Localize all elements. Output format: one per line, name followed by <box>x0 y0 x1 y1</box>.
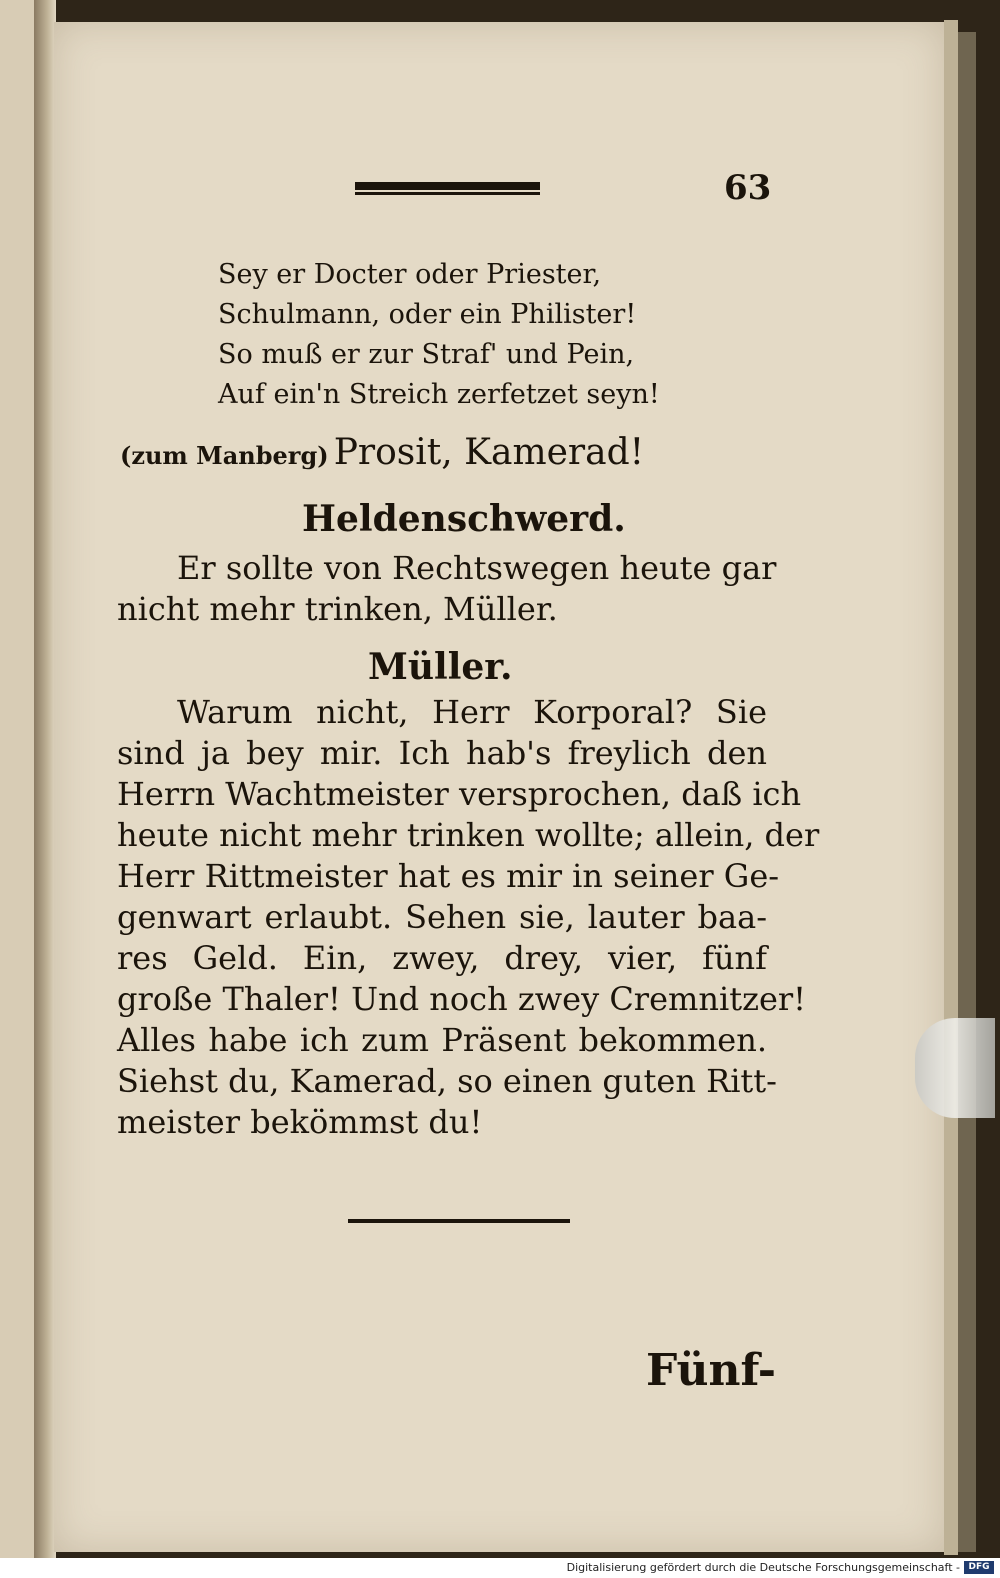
page-clip <box>915 1018 995 1118</box>
verse-line: Schulmann, oder ein Philister! <box>218 299 637 330</box>
speaker-name: Müller. <box>368 646 513 688</box>
speaker-name: Heldenschwerd. <box>302 498 626 540</box>
speech-line: meister bekömmst du! <box>117 1103 483 1141</box>
speech-block <box>117 548 777 630</box>
page-edge-dark <box>958 32 976 1552</box>
book-gutter <box>34 0 56 1558</box>
catchword: Fünf- <box>646 1345 777 1396</box>
page-number: 63 <box>724 168 772 208</box>
dfg-logo: DFG <box>964 1561 994 1574</box>
page-edge <box>944 20 958 1555</box>
closing-rule <box>348 1219 570 1223</box>
speech-line: Siehst du, Kamerad, so einen guten Ritt- <box>117 1062 777 1100</box>
spoken-line: Prosit, Kamerad! <box>333 432 645 473</box>
stage-line <box>120 432 644 473</box>
speech-line: genwart erlaubt. Sehen sie, lauter baa- <box>117 898 767 936</box>
speech-line: nicht mehr trinken, Müller. <box>117 590 558 628</box>
speech-line: Herr Rittmeister hat es mir in seiner Ge- <box>117 857 780 895</box>
speech-block <box>117 692 820 1143</box>
verse-line: Auf ein'n Streich zerfetzet seyn! <box>218 379 660 410</box>
footer-bar <box>0 1558 1000 1578</box>
speech-line: Alles habe ich zum Präsent bekommen. <box>117 1021 767 1059</box>
speech-line: Herrn Wachtmeister versprochen, daß ich <box>117 775 802 813</box>
speech-line: Er sollte von Rechtswegen heute gar <box>177 549 777 587</box>
speech-line: Warum nicht, Herr Korporal? Sie <box>177 693 767 731</box>
speech-line: sind ja bey mir. Ich hab's freylich den <box>117 734 767 772</box>
stage-direction: (zum Manberg) <box>120 441 329 470</box>
speech-line: große Thaler! Und noch zwey Cremnitzer! <box>117 980 807 1018</box>
header-rule <box>355 182 540 196</box>
verse-line: So muß er zur Straf' und Pein, <box>218 339 635 370</box>
speech-line: heute nicht mehr trinken wollte; allein, der <box>117 816 820 854</box>
funding-notice: Digitalisierung gefördert durch die Deutsche Forschungsgemeinschaft - <box>566 1561 960 1574</box>
verse-line: Sey er Docter oder Priester, <box>218 259 602 290</box>
speech-line: res Geld. Ein, zwey, drey, vier, fünf <box>117 939 767 977</box>
